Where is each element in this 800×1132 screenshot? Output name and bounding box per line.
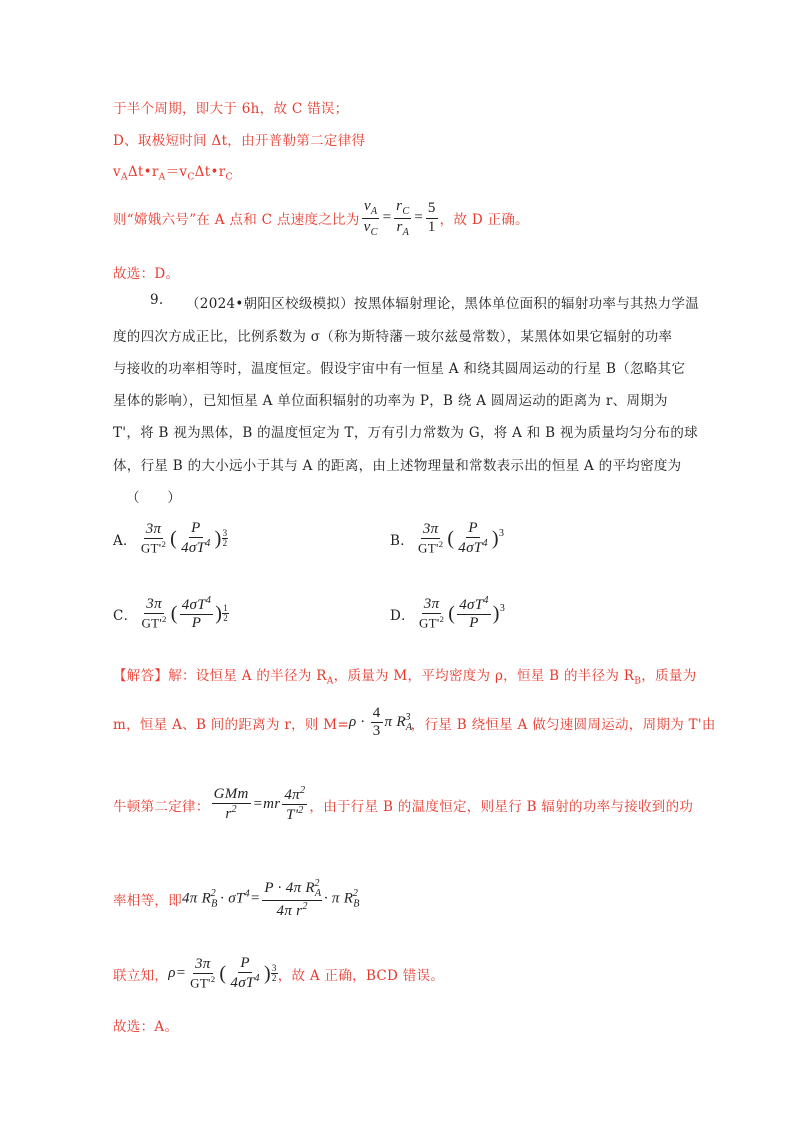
option-d[interactable]: D． $\frac{3\pi}{GT'^2}$ ( $\frac{4\sigma T^4}{P}$ )$^3$ xyxy=(390,595,506,632)
density-formula: ρ= $\frac{3\pi}{GT'^2}$ ( $\frac{P}{4\sigma T^4}$ ) $\frac{3}{2}$ xyxy=(168,955,277,992)
option-b[interactable]: B． $\frac{3\pi}{GT'^2}$ ( $\frac{P}{4\sigma T^4}$ )$^3$ xyxy=(390,520,505,557)
solution-line-2: D、取极短时间 Δt，由开普勒第二定律得 xyxy=(113,133,366,149)
question-line-3: 与接收的功率相等时，温度恒定。假设宇宙中有一恒星 A 和绕其圆周运动的行星 B（忽略其它 xyxy=(113,361,686,377)
answer-line-5: 联立知， ρ= $\frac{3\pi}{GT'^2}$ ( $\frac{P}{4\sigma T^4}$ ) $\frac{3}{2}$ ，故 A 正确，BCD 错误。 xyxy=(113,955,445,992)
question-number: 9. xyxy=(150,292,164,308)
mass-formula: ρ · $\frac{4}{3}$ π $R_A^3$ xyxy=(349,705,413,740)
answer-a: 故选：A。 xyxy=(113,1019,179,1035)
question-line-5: T'，将 B 视为黑体，B 的温度恒定为 T，万有引力常数为 G，将 A 和 B 视为质量均匀分布的球 xyxy=(113,425,698,441)
answer-d: 故选：D。 xyxy=(113,266,180,282)
question-blank: （ ） xyxy=(126,490,182,506)
question-line-2: 度的四次方成正比，比例系数为 σ（称为斯特藩－玻尔兹曼常数），某黑体如果它辐射的功率 xyxy=(113,329,673,345)
option-a[interactable]: A． $\frac{3\pi}{GT'^2}$ ( $\frac{P}{4\sigma T^4}$ ) $\frac{3}{2}$ xyxy=(113,520,228,557)
answer-line-4: 率相等，即 4π $R_B^2 \cdot \sigma T^4=$ $\frac{P \cdot 4\pi R_A^2}{4\pi r^2}$ · π $R_B^2$ xyxy=(113,878,360,919)
question-line-1: （2024•朝阳区校级模拟）按黑体辐射理论，黑体单位面积的辐射功率与其热力学温 xyxy=(186,296,700,312)
solution-line-1: 于半个周期，即大于 6h，故 C 错误； xyxy=(113,101,349,117)
answer-line-2: m，恒星 A、B 间的距离为 r，则 M= ρ · $\frac{4}{3}$ π $R_A^3$ ，行星 B 绕恒星 A 做匀速圆周运动，周期为 T'由 xyxy=(113,705,716,740)
question-line-6: 体，行星 B 的大小远小于其与 A 的距离，由上述物理量和常数表示出的恒星 A 的平均密度为 xyxy=(113,458,682,474)
power-balance-formula: 4π $R_B^2 \cdot \sigma T^4=$ $\frac{P \cdot 4\pi R_A^2}{4\pi r^2}$ · π $R_B^2$ xyxy=(182,878,360,919)
solution-line-4: 则“嫦娥六号”在 A 点和 C 点速度之比为 $\frac{v_A}{v_C}$ = $\frac{r_C}{r_A}$ = $\frac{5}{1}$ ，故 D 正确。 xyxy=(113,198,529,238)
answer-line-1: 【解答】解：设恒星 A 的半径为 $R_A$，质量为 M，平均密度为 ρ，恒星 B 的半径为 $R_B$，质量为 xyxy=(113,668,697,687)
velocity-ratio-formula: $\frac{v_A}{v_C}$ = $\frac{r_C}{r_A}$ = $\frac{5}{1}$ xyxy=(363,198,436,238)
question-line-4: 星体的影响），已知恒星 A 单位面积辐射的功率为 P，B 绕 A 圆周运动的距离为 r、周期为 xyxy=(113,393,668,409)
option-c[interactable]: C． $\frac{3\pi}{GT'^2}$ ( $\frac{4\sigma T^4}{P}$ ) $\frac{1}{2}$ xyxy=(113,595,229,632)
answer-line-3: 牛顿第二定律： $\frac{\text{GMm}}{r^2}$ =mr $\frac{4\pi^2}{T'^2}$ ，由于行星 B 的温度恒定，则星行 B 辐射的功率与接收到的功 xyxy=(113,785,694,824)
solution-line-3: $v_A\Delta t•r_A=v_C\Delta t•r_C$ xyxy=(113,164,233,183)
gravity-formula: $\frac{\text{GMm}}{r^2}$ =mr $\frac{4\pi^2}{T'^2}$ xyxy=(213,785,306,824)
